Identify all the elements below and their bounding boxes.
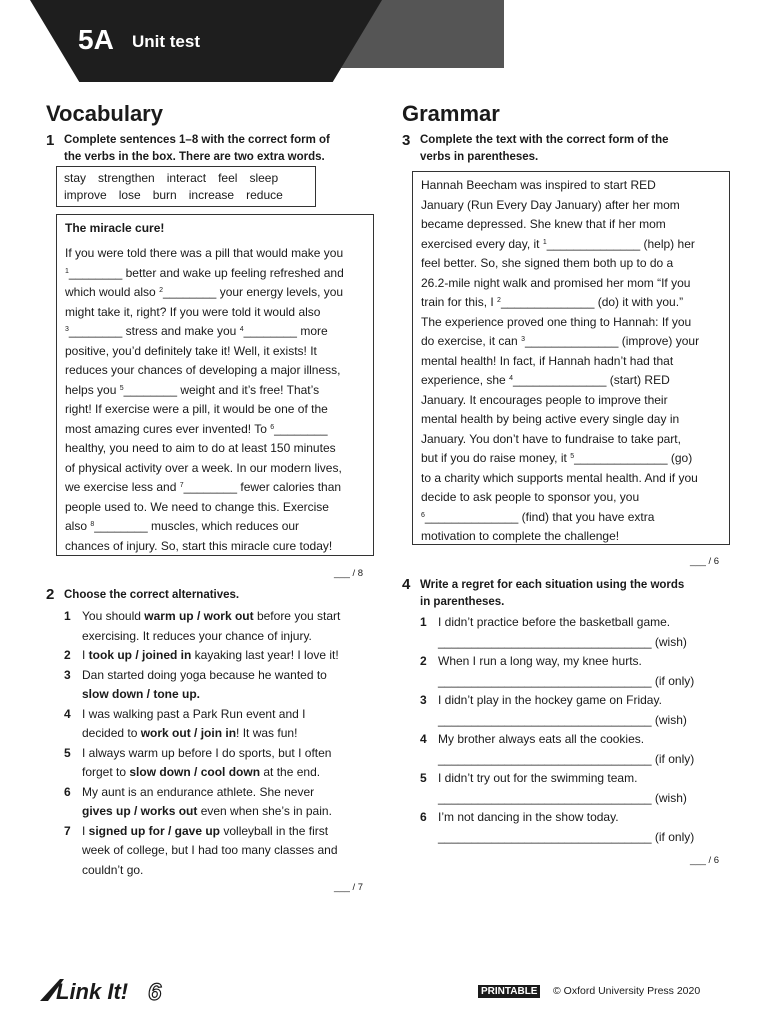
answer-line[interactable]: ________________________________ (wish) (438, 634, 687, 649)
text-line: but if you do raise money, it $^5$______________ (go) (421, 451, 693, 465)
word: burn (152, 188, 177, 202)
answer-line[interactable]: ________________________________ (if only) (438, 673, 695, 688)
text-line: 26.2-mile night walk and promised her mom “If you (421, 275, 691, 290)
text-line: became depressed. She knew that if her mom (421, 217, 666, 231)
situation-text: When I run a long way, my knee hurts. (438, 654, 642, 668)
situation-text: I’m not dancing in the show today. (438, 810, 619, 824)
exercise-2-instructions: Choose the correct alternatives. (64, 589, 240, 601)
unit-code: 5A (78, 24, 114, 55)
item-number: 3 (420, 693, 427, 707)
exercise-2-number: 2 (46, 586, 55, 603)
svg-text:6: 6 (148, 979, 162, 1005)
exercise-3-instructions: Complete the text with the correct form of the verbs in parentheses. (420, 134, 669, 163)
item-number: 1 (420, 615, 427, 629)
exercise-4-instructions: Write a regret for each situation using the words in parentheses. (420, 579, 685, 608)
text-line: decide to ask people to sponsor you, you (421, 490, 640, 504)
situation-text: I didn’t try out for the swimming team. (438, 771, 638, 785)
exercise-1-instructions: Complete sentences 1–8 with the correct form of the verbs in the box. There are two extra words. (64, 134, 330, 163)
item-number: 6 (420, 810, 427, 824)
item-line: slow down / tone up. (82, 687, 200, 701)
text-line: mental health by being active every single day in (421, 412, 680, 426)
text-line: The experience proved one thing to Hannah: If you (421, 314, 692, 329)
word-box-row (64, 170, 308, 187)
item-line: Dan started doing yoga because he wanted to (82, 667, 327, 682)
text-title: The miracle cure! (65, 221, 165, 235)
text-line: most amazing cures ever invented! To $^6$________ (65, 421, 328, 436)
item-line: exercising. It reduces your chance of injury. (82, 628, 312, 643)
situation-text: I didn’t play in the hockey game on Friday. (438, 693, 662, 707)
text-line: Hannah Beecham was inspired to start RED (421, 178, 656, 192)
item-line: My aunt is an endurance athlete. She never (82, 784, 315, 799)
text-line: exercised every day, it $^1$______________ (help) her (421, 236, 695, 251)
text-line: also $^8$________ muscles, which reduces our (65, 519, 300, 533)
word: reduce (246, 188, 283, 202)
word: strengthen (98, 171, 155, 185)
exercise-3-number: 3 (402, 132, 411, 149)
item-number: 6 (64, 784, 71, 799)
vocabulary-title: Vocabulary (46, 101, 163, 126)
exercise-1-score: ___ / 8 (334, 568, 364, 579)
word: lose (118, 188, 141, 202)
svg-text:Link It!: Link It! (56, 979, 129, 1004)
answer-line[interactable]: ________________________________ (if only) (438, 751, 695, 766)
item-line: decided to work out / join in! It was fun! (82, 726, 298, 740)
text-line: people used to. We need to change this. Exercise (65, 499, 329, 514)
unit-title: Unit test (132, 32, 200, 51)
item-number: 4 (420, 732, 427, 746)
text-line: mental health! In fact, if Hannah hadn’t had that (421, 353, 674, 368)
text-line: experience, she $^4$______________ (start) RED (421, 373, 670, 387)
item-number: 4 (64, 706, 71, 721)
copyright-text: © Oxford University Press 2020 (553, 985, 701, 997)
text-line: which would also $^2$________ your energy levels, you (65, 285, 344, 299)
text-line: If you were told there was a pill that would make you (65, 246, 344, 260)
exercise-4-score: ___ / 6 (690, 855, 720, 866)
hannah-text-box (412, 171, 730, 545)
item-line: gives up / works out even when she’s in pain. (82, 804, 332, 818)
link-it-logo (38, 975, 188, 1005)
text-line: $^3$________ stress and make you $^4$________ more (65, 324, 328, 338)
situation-text: I didn’t practice before the basketball game. (438, 615, 671, 629)
item-line: couldn’t go. (82, 862, 144, 877)
item-line: week of college, but I had too many classes and (82, 843, 338, 857)
exercise-1-number: 1 (46, 132, 55, 149)
item-number: 2 (420, 654, 427, 668)
text-line: helps you $^5$________ weight and it’s free! That’s (65, 382, 320, 397)
word-box (56, 166, 316, 207)
text-line: January. You don’t have to fundraise to take part, (421, 431, 681, 446)
text-line: of physical activity over a week. In our modern lives, (65, 460, 342, 475)
item-line: I was walking past a Park Run event and I (82, 706, 306, 721)
word: improve (64, 188, 107, 202)
text-line: chances of injury. So, start this miracle cure today! (65, 538, 333, 553)
word: stay (64, 171, 87, 185)
word-box-row (64, 187, 308, 204)
text-line: feel better. So, she signed them both up to do a (421, 256, 674, 270)
text-line: to a charity which supports mental health. And if you (421, 470, 698, 485)
answer-line[interactable]: ________________________________ (wish) (438, 712, 687, 727)
text-line: January (Run Every Day January) after her mom (421, 197, 680, 212)
item-number: 1 (64, 609, 71, 623)
text-line: motivation to complete the challenge! (421, 529, 620, 543)
answer-line[interactable]: ________________________________ (if only) (438, 829, 695, 844)
text-line: healthy, you need to aim to do at least 150 minutes (65, 441, 336, 455)
grammar-title: Grammar (402, 101, 500, 126)
item-line: You should warm up / work out before you start (82, 609, 341, 623)
word: feel (218, 171, 238, 185)
text-line: do exercise, it can $^3$______________ (improve) your (421, 334, 700, 348)
text-line: train for this, I $^2$______________ (do) it with you.” (421, 295, 684, 309)
situation-text: My brother always eats all the cookies. (438, 732, 645, 746)
exercise-4-number: 4 (402, 576, 411, 593)
word: sleep (249, 171, 279, 185)
text-line: might take it, right? If you were told it would also (65, 304, 321, 319)
item-number: 3 (64, 667, 71, 682)
item-line: I signed up for / gave up volleyball in the first (82, 823, 329, 838)
text-line: reduces your chances of developing a major illness, (65, 363, 341, 377)
item-number: 7 (64, 823, 71, 838)
item-number: 5 (420, 771, 427, 785)
text-line: $^1$________ better and wake up feeling refreshed and (65, 265, 344, 280)
text-line: positive, you’d definitely take it! Well, it exists! It (65, 343, 317, 358)
text-line: right! If exercise were a pill, it would be one of the (65, 402, 328, 416)
answer-line[interactable]: ________________________________ (wish) (438, 790, 687, 805)
item-line: I took up / joined in kayaking last year! I love it! (82, 648, 339, 662)
word: increase (188, 188, 235, 202)
item-number: 2 (64, 648, 71, 662)
printable-badge: PRINTABLE (478, 985, 540, 998)
miracle-cure-text-box (56, 214, 374, 556)
item-line: forget to slow down / cool down at the end. (82, 765, 321, 779)
word: interact (166, 171, 207, 185)
text-line: $^6$______________ (find) that you have extra (421, 509, 655, 524)
exercise-2-score: ___ / 7 (334, 882, 364, 893)
text-line: January. It encourages people to improve their (421, 392, 668, 407)
exercise-3-score: ___ / 6 (690, 556, 720, 567)
item-line: I always warm up before I do sports, but I often (82, 745, 332, 760)
text-line: we exercise less and $^7$________ fewer calories than (65, 480, 342, 494)
item-number: 5 (64, 745, 71, 760)
